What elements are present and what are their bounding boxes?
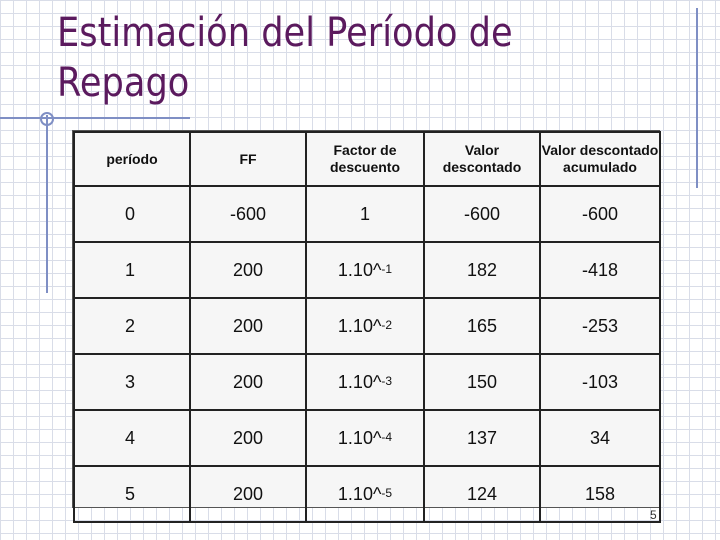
title-line-1: Estimación del Período de — [57, 10, 513, 56]
factor-exponent: -2 — [381, 317, 393, 332]
cell-valor: 137 — [424, 410, 540, 466]
cell-ff: 200 — [190, 466, 306, 522]
table-header-row — [74, 132, 660, 186]
cell-acumulado: 158 — [540, 466, 660, 522]
slide-title — [57, 8, 513, 108]
factor-exponent: -3 — [381, 373, 393, 388]
header-periodo: período — [74, 132, 190, 186]
cell-valor: 182 — [424, 242, 540, 298]
circle-marker-icon — [40, 112, 54, 126]
table-row — [74, 186, 660, 242]
cell-factor: 1 — [306, 186, 424, 242]
cell-periodo: 4 — [74, 410, 190, 466]
cell-periodo: 0 — [74, 186, 190, 242]
right-accent-line — [696, 8, 698, 188]
cell-factor — [306, 242, 424, 298]
title-line-2: Repago — [57, 60, 190, 106]
page-number: 5 — [650, 508, 657, 522]
factor-exponent: -5 — [381, 485, 393, 500]
cell-periodo: 3 — [74, 354, 190, 410]
factor-base: 1.10^ — [337, 315, 382, 336]
cell-factor — [306, 410, 424, 466]
factor-exponent: -1 — [381, 261, 393, 276]
header-factor-descuento: Factor de descuento — [306, 132, 424, 186]
vertical-accent-line — [46, 115, 48, 293]
cell-valor: 165 — [424, 298, 540, 354]
factor-base: 1.10^ — [337, 483, 382, 504]
payback-table-container — [72, 130, 660, 508]
cell-factor — [306, 298, 424, 354]
cell-valor: 150 — [424, 354, 540, 410]
cell-acumulado: 34 — [540, 410, 660, 466]
factor-base: 1.10^ — [337, 259, 382, 280]
cell-factor — [306, 466, 424, 522]
cell-acumulado: -103 — [540, 354, 660, 410]
cell-periodo: 2 — [74, 298, 190, 354]
payback-table — [73, 131, 661, 523]
table-row — [74, 298, 660, 354]
table-row — [74, 410, 660, 466]
table-row — [74, 466, 660, 522]
table-row — [74, 242, 660, 298]
cell-acumulado: -253 — [540, 298, 660, 354]
factor-base: 1.10^ — [337, 371, 382, 392]
header-ff: FF — [190, 132, 306, 186]
factor-base: 1.10^ — [337, 427, 382, 448]
header-valor-descontado: Valor descontado — [424, 132, 540, 186]
cell-ff: 200 — [190, 298, 306, 354]
cell-ff: 200 — [190, 242, 306, 298]
cell-periodo: 1 — [74, 242, 190, 298]
factor-exponent: -4 — [381, 429, 393, 444]
cell-acumulado: -600 — [540, 186, 660, 242]
table-row — [74, 354, 660, 410]
cell-valor: -600 — [424, 186, 540, 242]
cell-valor: 124 — [424, 466, 540, 522]
horizontal-accent-line — [0, 117, 190, 119]
cell-ff: -600 — [190, 186, 306, 242]
cell-periodo: 5 — [74, 466, 190, 522]
cell-factor — [306, 354, 424, 410]
header-valor-acumulado: Valor descontado acumulado — [540, 132, 660, 186]
cell-ff: 200 — [190, 410, 306, 466]
cell-acumulado: -418 — [540, 242, 660, 298]
cell-ff: 200 — [190, 354, 306, 410]
